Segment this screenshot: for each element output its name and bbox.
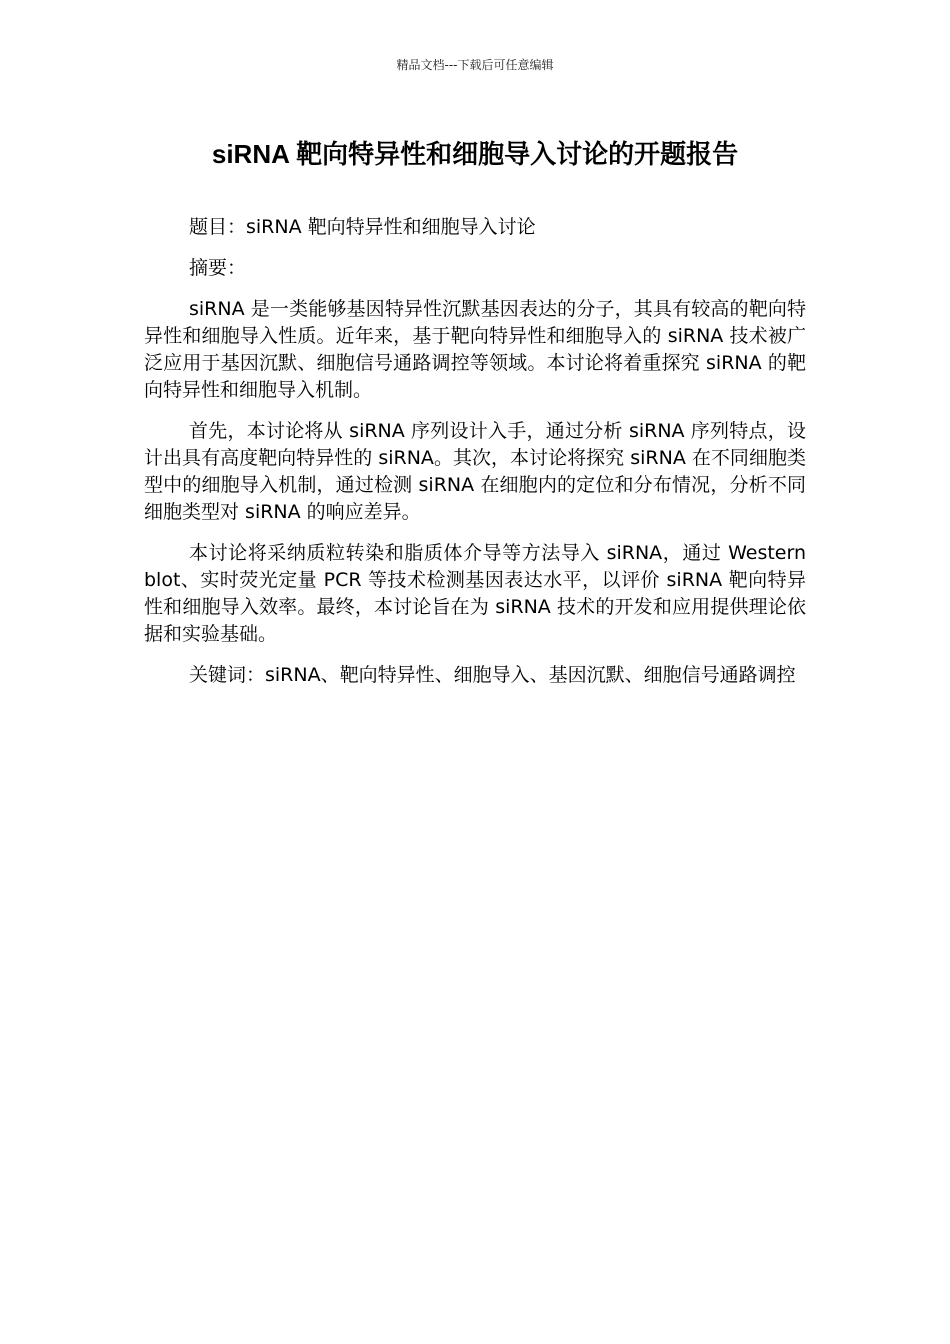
topic-line: 题目：siRNA 靶向特异性和细胞导入讨论 [189, 216, 536, 238]
abstract-paragraph-3: 本讨论将采纳质粒转染和脂质体介导等方法导入 siRNA，通过 Western blot、实时荧光定量 PCR 等技术检测基因表达水平，以评价 siRNA 靶向特异性和细胞导入效率。最终，本讨论旨在为 siRNA 技术的开发和应用提供理论依据和实验基础。 [144, 542, 806, 645]
document-title: siRNA 靶向特异性和细胞导入讨论的开题报告 [211, 139, 739, 169]
document-body [144, 214, 806, 703]
page-header-note: 精品文档---下载后可任意编辑 [396, 58, 554, 72]
abstract-paragraph-2: 首先，本讨论将从 siRNA 序列设计入手，通过分析 siRNA 序列特点，设计出具有高度靶向特异性的 siRNA。其次，本讨论将探究 siRNA 在不同细胞类型中的细胞导入机制，通过检测 siRNA 在细胞内的定位和分布情况，分析不同细胞类型对 siRNA 的响应差异。 [144, 420, 806, 523]
abstract-paragraph-1: siRNA 是一类能够基因特异性沉默基因表达的分子，其具有较高的靶向特异性和细胞导入性质。近年来，基于靶向特异性和细胞导入的 siRNA 技术被广泛应用于基因沉默、细胞信号通路调控等领域。本讨论将着重探究 siRNA 的靶向特异性和细胞导入机制。 [144, 298, 806, 401]
keywords-line: 关键词：siRNA、靶向特异性、细胞导入、基因沉默、细胞信号通路调控 [189, 664, 796, 686]
abstract-label: 摘要： [189, 257, 247, 279]
